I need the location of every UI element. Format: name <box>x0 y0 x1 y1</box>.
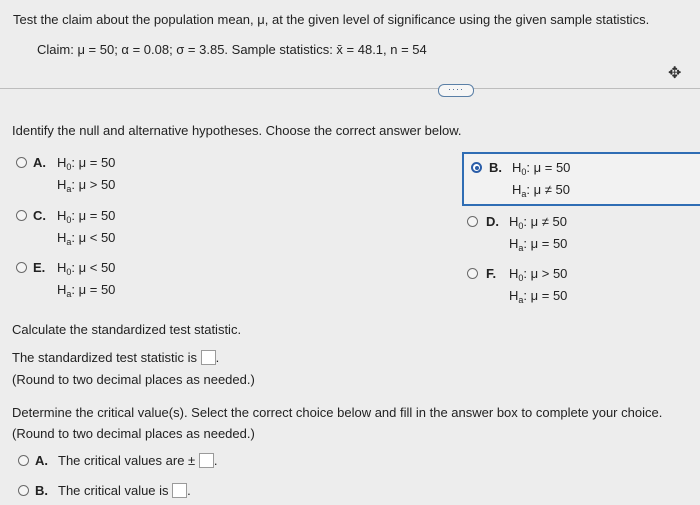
critical-value-prompt: Determine the critical value(s). Select the correct choice below and fill in the answer box to complete your choice. <box>12 405 663 420</box>
option-a-h0: $H_0$: μ = 50 <box>57 155 116 172</box>
option-c-letter: C. <box>33 208 46 223</box>
option-e-letter: E. <box>33 260 46 275</box>
section-divider <box>0 88 700 89</box>
claim-text: Claim: μ = 50; α = 0.08; σ = 3.85. Sample statistics: x̄ = 48.1, n = 54 <box>37 42 427 57</box>
option-e-h0: $H_0$: μ < 50 <box>57 260 116 277</box>
option-b-h0: $H_0$: μ = 50 <box>512 160 571 177</box>
critical-option-a-letter: A. <box>35 453 48 468</box>
critical-option-b-text: The critical value is . <box>58 483 191 498</box>
move-icon[interactable]: ✥ <box>668 65 682 82</box>
option-c-h0: $H_0$: μ = 50 <box>57 208 116 225</box>
option-d-radio[interactable] <box>467 216 478 227</box>
option-b-letter: B. <box>489 160 502 175</box>
test-statistic-statement: The standardized test statistic is . <box>12 350 220 365</box>
option-f-ha: $H_a$: μ = 50 <box>509 288 568 305</box>
option-e-radio[interactable] <box>16 262 27 273</box>
option-b-radio[interactable] <box>471 162 482 173</box>
option-f-letter: F. <box>486 266 497 281</box>
critical-values-input[interactable] <box>199 453 214 468</box>
test-statistic-input[interactable] <box>201 350 216 365</box>
test-statistic-hint: (Round to two decimal places as needed.) <box>12 372 255 387</box>
test-statistic-prompt: Calculate the standardized test statistic. <box>12 322 242 337</box>
option-a-ha: $H_a$: μ > 50 <box>57 177 116 194</box>
option-e-ha: $H_a$: μ = 50 <box>57 282 116 299</box>
instruction-text: Test the claim about the population mean, μ, at the given level of significance using the given sample statistics. <box>13 12 650 27</box>
critical-value-hint: (Round to two decimal places as needed.) <box>12 426 255 441</box>
option-d-h0: $H_0$: μ ≠ 50 <box>509 214 567 231</box>
critical-value-input[interactable] <box>172 483 187 498</box>
option-b-ha: $H_a$: μ ≠ 50 <box>512 182 570 199</box>
option-f-radio[interactable] <box>467 268 478 279</box>
option-d-ha: $H_a$: μ = 50 <box>509 236 568 253</box>
critical-option-b-letter: B. <box>35 483 48 498</box>
critical-option-a-radio[interactable] <box>18 455 29 466</box>
critical-option-a-text: The critical values are ± . <box>58 453 218 468</box>
more-button[interactable]: ···· <box>438 84 474 97</box>
critical-option-b-radio[interactable] <box>18 485 29 496</box>
hypotheses-prompt: Identify the null and alternative hypotheses. Choose the correct answer below. <box>12 123 462 138</box>
option-d-letter: D. <box>486 214 499 229</box>
option-a-letter: A. <box>33 155 46 170</box>
option-c-ha: $H_a$: μ < 50 <box>57 230 116 247</box>
option-a-radio[interactable] <box>16 157 27 168</box>
option-c-radio[interactable] <box>16 210 27 221</box>
option-f-h0: $H_0$: μ > 50 <box>509 266 568 283</box>
